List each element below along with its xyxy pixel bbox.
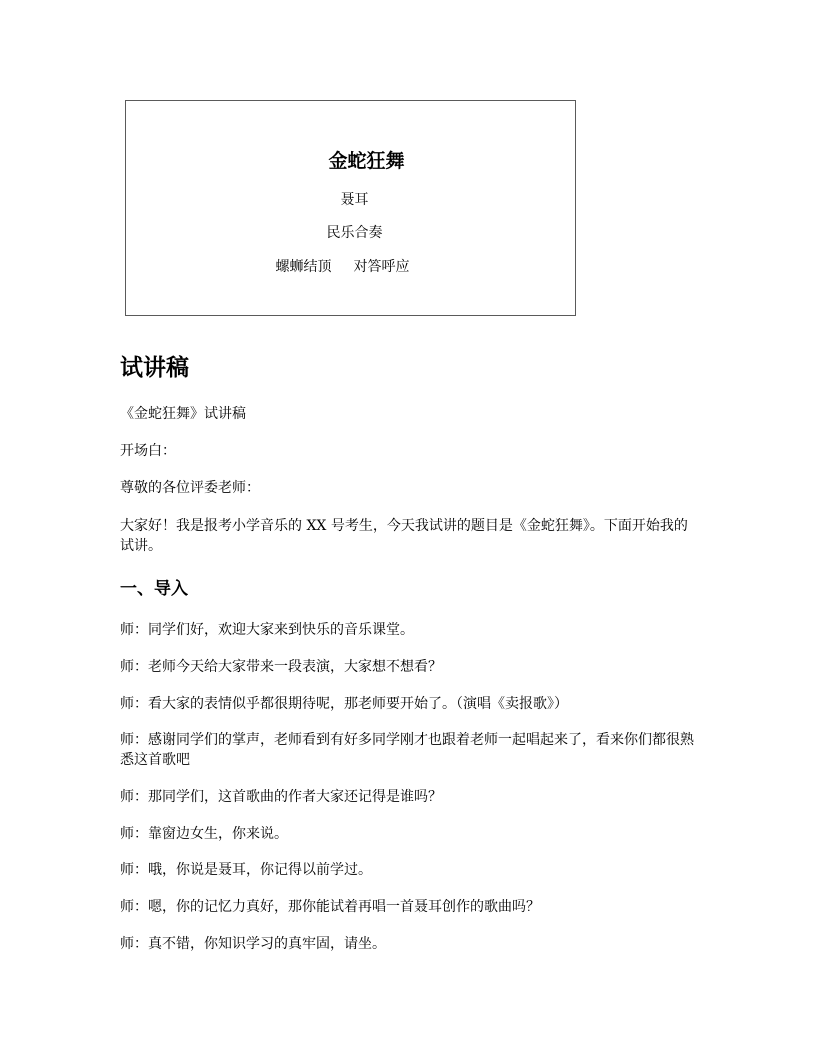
dialogue-paragraph: 师：感谢同学们的掌声，老师看到有好多同学刚才也跟着老师一起唱起来了，看来你们都很熟悉这首歌吧 [120, 732, 694, 768]
dialogue-paragraph: 师：看大家的表情似乎都很期待呢，那老师要开始了。（演唱《卖报歌》） [120, 696, 568, 712]
dialogue-paragraph: 师：老师今天给大家带来一段表演，大家想不想看？ [120, 659, 442, 675]
dialogue-paragraph: 师：那同学们，这首歌曲的作者大家还记得是谁吗？ [120, 789, 442, 805]
opening-statement: 大家好！我是报考小学音乐的 XX 号考生，今天我试讲的题目是《金蛇狂舞》。下面开始我的试讲。 [120, 518, 688, 554]
document-title: 《金蛇狂舞》试讲稿 [120, 406, 246, 422]
dialogue-paragraph: 师：真不错，你知识学习的真牢固，请坐。 [120, 936, 386, 952]
dialogue-paragraph: 师：同学们好，欢迎大家来到快乐的音乐课堂。 [120, 622, 414, 638]
greeting: 尊敬的各位评委老师： [120, 480, 260, 496]
blackboard-genre: 民乐合奏 [326, 225, 383, 241]
blackboard-design [125, 100, 576, 316]
blackboard-title: 金蛇狂舞 [328, 150, 405, 172]
opening-label: 开场白： [120, 443, 176, 459]
section-heading-intro: 一、导入 [120, 579, 188, 599]
dialogue-paragraph: 师：嗯，你的记忆力真好，那你能试着再唱一首聂耳创作的歌曲吗？ [120, 899, 540, 915]
blackboard-keyword-2: 对答呼应 [353, 259, 410, 275]
page-heading: 试讲稿 [120, 355, 189, 381]
dialogue-paragraph: 师：靠窗边女生，你来说。 [120, 826, 288, 842]
blackboard-keyword-1: 螺蛳结顶 [275, 259, 332, 275]
dialogue-paragraph: 师：哦，你说是聂耳，你记得以前学过。 [120, 862, 372, 878]
blackboard-keywords [118, 256, 567, 276]
blackboard-composer: 聂耳 [340, 192, 369, 208]
